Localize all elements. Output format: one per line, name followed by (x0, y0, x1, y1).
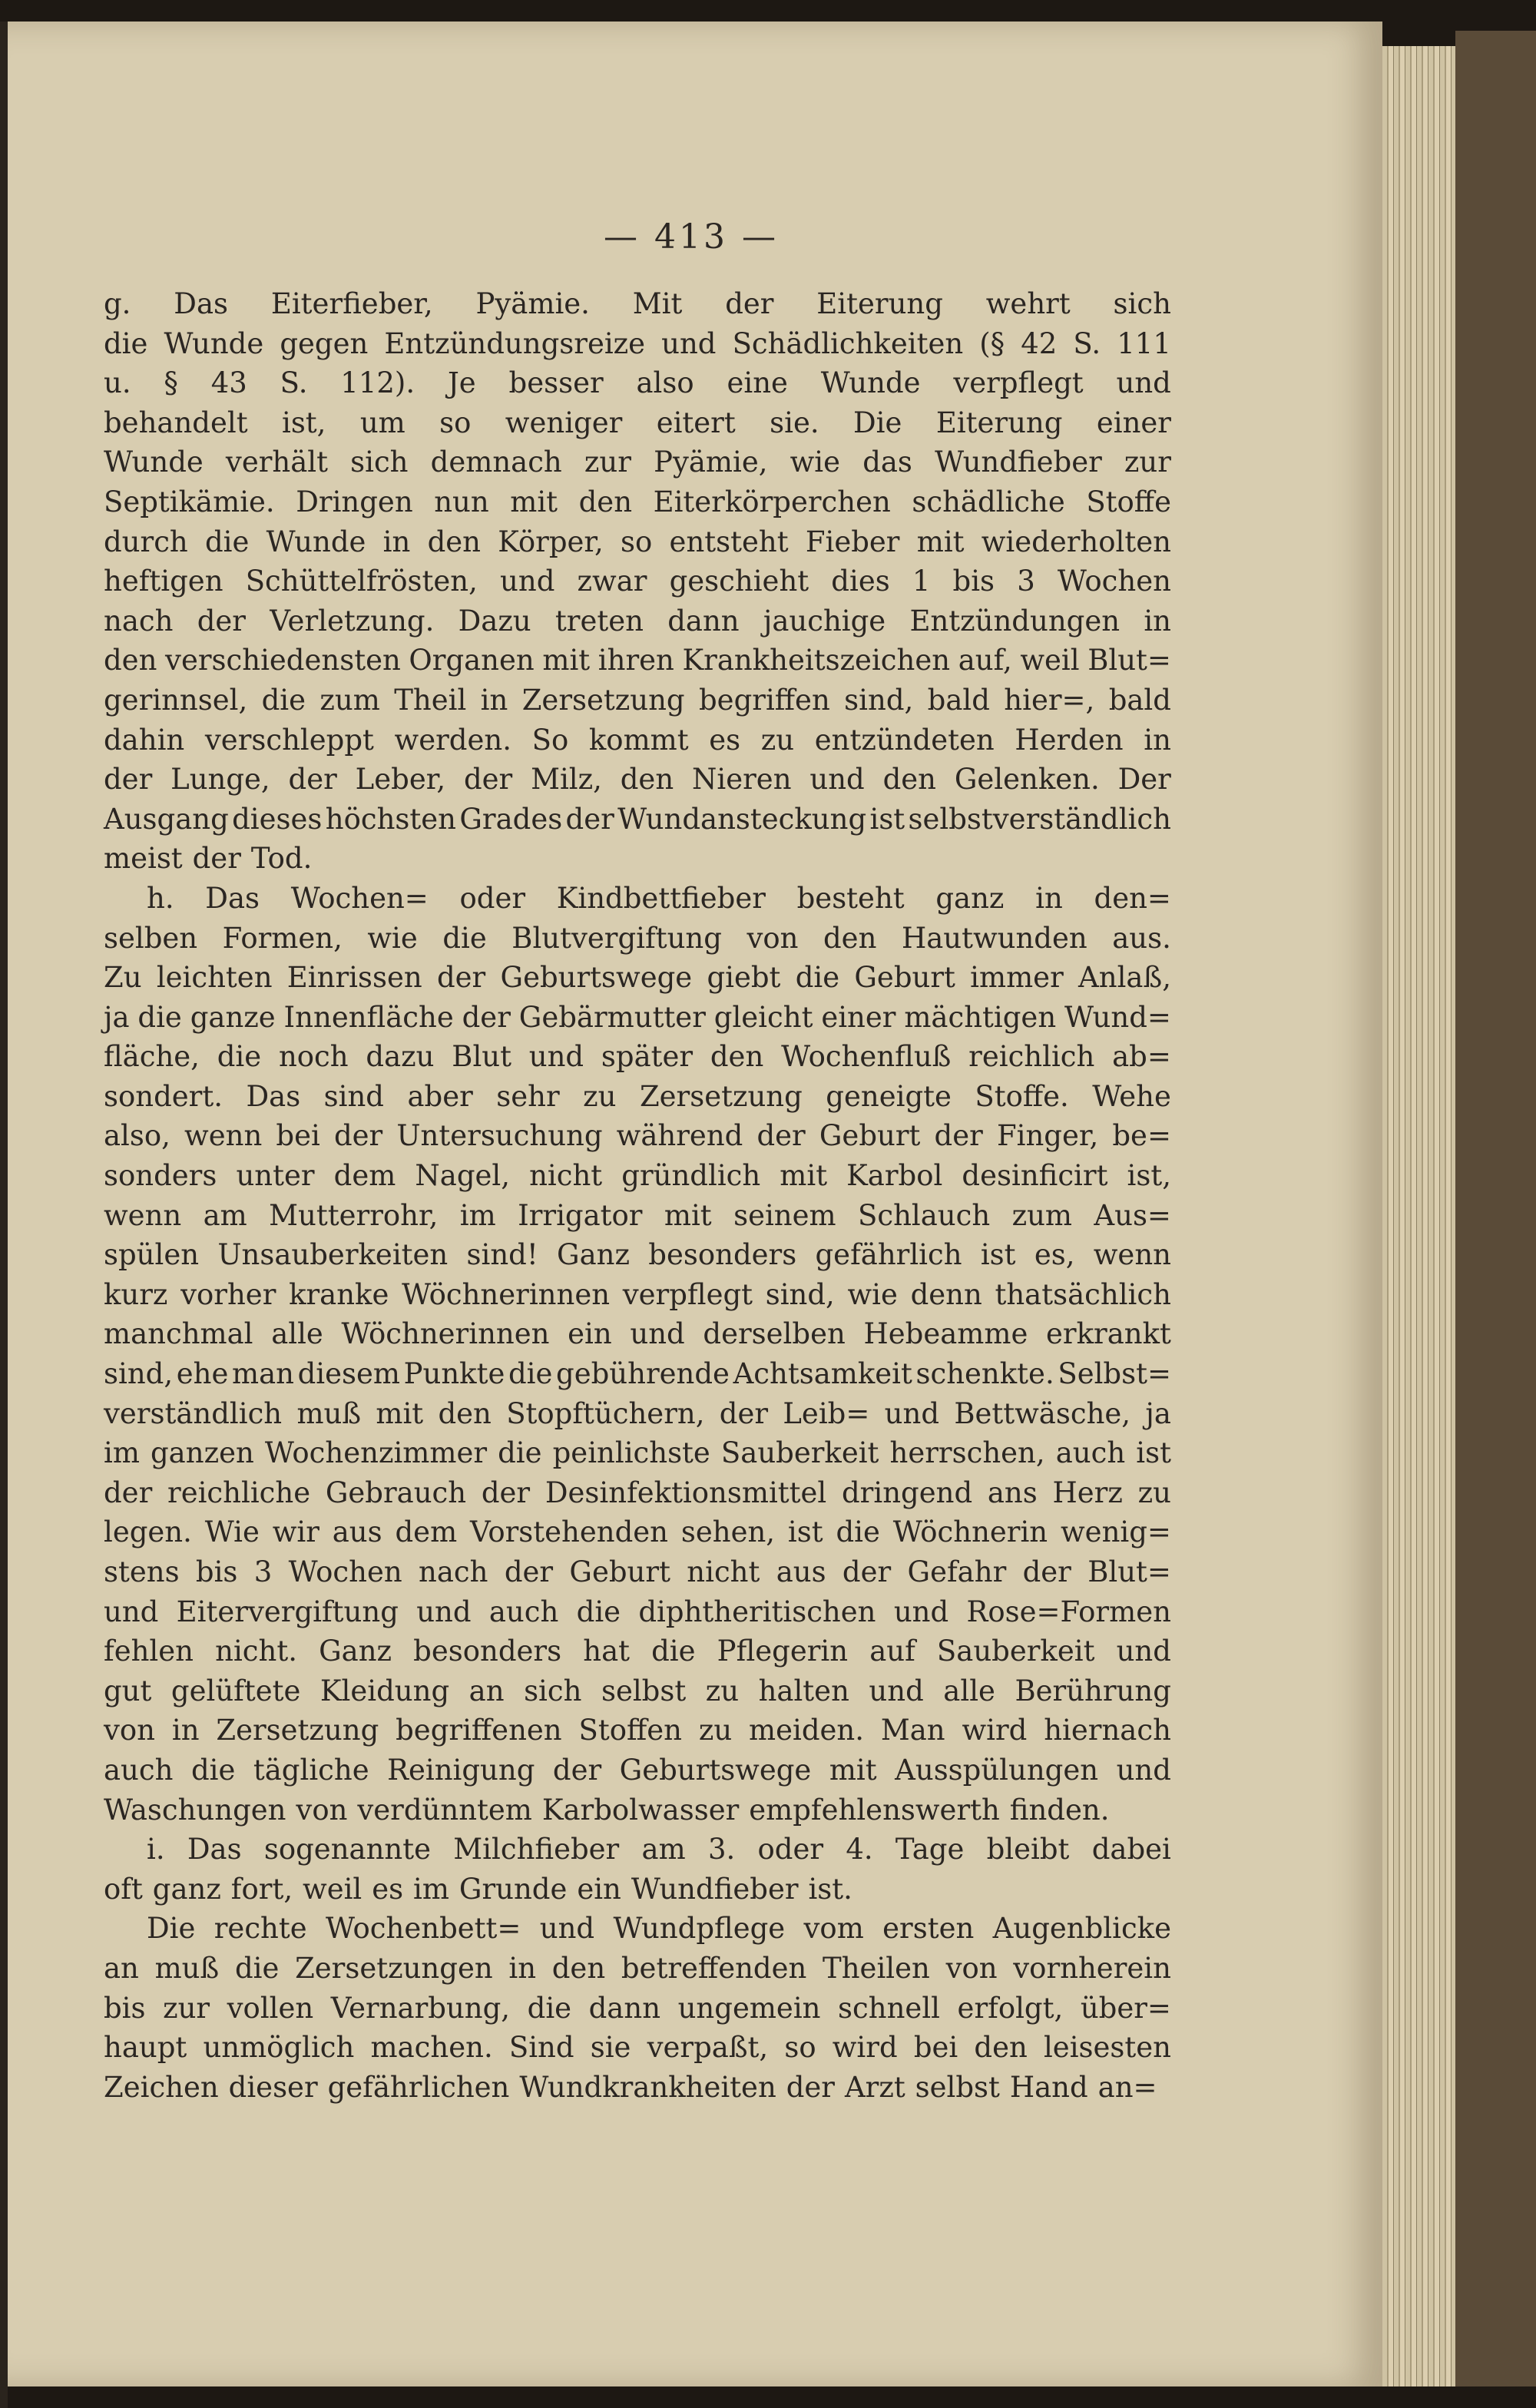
book-cover-edge (1455, 31, 1536, 2386)
text-line: auch die tägliche Reinigung der Geburtswege mit Ausspülungen und (104, 1753, 1171, 1787)
text-line: Septikämie. Dringen nun mit den Eiterkörperchen schädliche Stoffe (104, 485, 1171, 518)
text-line: von in Zersetzung begriffenen Stoffen zu meiden. Man wird hiernach (104, 1714, 1171, 1747)
text-line: Zeichen dieser gefährlichen Wundkrankheiten der Arzt selbst Hand an= (104, 2070, 1157, 2104)
text-line: behandelt ist, um so weniger eitert sie. Die Eiterung einer (104, 406, 1171, 439)
text-line: spülen Unsauberkeiten sind! Ganz besonders gefährlich ist es, wenn (104, 1238, 1171, 1272)
text-line: u. § 43 S. 112). Je besser also eine Wunde verpflegt und (104, 366, 1171, 400)
text-line: Waschungen von verdünntem Karbolwasser empfehlenswerth finden. (104, 1793, 1110, 1827)
text-line: der reichliche Gebrauch der Desinfektionsmittel dringend ans Herz zu (104, 1476, 1171, 1509)
text-line: selben Formen, wie die Blutvergiftung von den Hautwunden aus. (104, 921, 1171, 955)
text-line: manchmal alle Wöchnerinnen ein und derselben Hebeamme erkrankt (104, 1317, 1171, 1351)
text-line: die Wunde gegen Entzündungsreize und Schädlichkeiten (§ 42 S. 111 (104, 326, 1171, 360)
text-line: wenn am Mutterrohr, im Irrigator mit seinem Schlauch zum Aus= (104, 1198, 1171, 1232)
text-line: kurz vorher kranke Wöchnerinnen verpflegt sind, wie denn thatsächlich (104, 1277, 1171, 1311)
text-line: g. Das Eiterfieber, Pyämie. Mit der Eiterung wehrt sich (104, 287, 1171, 320)
text-line: oft ganz fort, weil es im Grunde ein Wundfieber ist. (104, 1872, 852, 1906)
text-line: bis zur vollen Vernarbung, die dann ungemein schnell erfolgt, über= (104, 1991, 1171, 2025)
text-line: Die rechte Wochenbett= und Wundpflege vom ersten Augenblicke (147, 1912, 1171, 1946)
text-line: gut gelüftete Kleidung an sich selbst zu halten und alle Berührung (104, 1674, 1171, 1707)
text-line: i. Das sogenannte Milchfieber am 3. oder 4. Tage bleibt dabei (147, 1833, 1171, 1866)
page-number: — 413 — (604, 217, 779, 257)
text-line: der Lunge, der Leber, der Milz, den Nieren und den Gelenken. Der (104, 763, 1171, 797)
text-line: den verschiedensten Organen mit ihren Krankheitszeichen auf, weil Blut= (104, 644, 1171, 677)
text-line: heftigen Schüttelfrösten, und zwar geschieht dies 1 bis 3 Wochen (104, 565, 1171, 598)
page-gutter-shadow (0, 22, 8, 2408)
text-line: legen. Wie wir aus dem Vorstehenden sehen, ist die Wöchnerin wenig= (104, 1515, 1171, 1549)
text-line: sonders unter dem Nagel, nicht gründlich mit Karbol desinficirt ist, (104, 1159, 1171, 1193)
text-line: Wunde verhält sich demnach zur Pyämie, wie das Wundfieber zur (104, 445, 1171, 479)
text-line: Ausgang dieses höchsten Grades der Wundansteckung ist selbstverständlich (104, 802, 1171, 836)
text-line: sind, ehe man diesem Punkte die gebührende Achtsamkeit schenkte. Selbst= (104, 1357, 1171, 1391)
text-line: dahin verschleppt werden. So kommt es zu entzündeten Herden in (104, 723, 1171, 757)
text-line: h. Das Wochen= oder Kindbettfieber besteht ganz in den= (147, 881, 1171, 915)
text-line: haupt unmöglich machen. Sind sie verpaßt, so wird bei den leisesten (104, 2031, 1171, 2065)
text-line: sondert. Das sind aber sehr zu Zersetzung geneigte Stoffe. Wehe (104, 1079, 1171, 1113)
text-line: meist der Tod. (104, 842, 313, 876)
text-line: nach der Verletzung. Dazu treten dann jauchige Entzündungen in (104, 604, 1171, 638)
text-line: fläche, die noch dazu Blut und später den Wochenfluß reichlich ab= (104, 1040, 1171, 1074)
book-page (0, 22, 1382, 2386)
text-line: durch die Wunde in den Körper, so entsteht Fieber mit wiederholten (104, 525, 1171, 558)
text-line: also, wenn bei der Untersuchung während der Geburt der Finger, be= (104, 1119, 1171, 1153)
page-body-text (104, 284, 1171, 2107)
text-line: und Eitervergiftung und auch die diphtheritischen und Rose=Formen (104, 1595, 1171, 1628)
text-line: stens bis 3 Wochen nach der Geburt nicht aus der Gefahr der Blut= (104, 1555, 1171, 1588)
text-line: im ganzen Wochenzimmer die peinlichste Sauberkeit herrschen, auch ist (104, 1436, 1171, 1470)
page-block-edges (1382, 46, 1455, 2386)
text-line: an muß die Zersetzungen in den betreffenden Theilen von vornherein (104, 1951, 1171, 1985)
text-line: fehlen nicht. Ganz besonders hat die Pflegerin auf Sauberkeit und (104, 1635, 1171, 1668)
text-line: verständlich muß mit den Stopftüchern, der Leib= und Bettwäsche, ja (104, 1396, 1171, 1430)
text-line: Zu leichten Einrissen der Geburtswege giebt die Geburt immer Anlaß, (104, 961, 1171, 995)
text-line: ja die ganze Innenfläche der Gebärmutter gleicht einer mächtigen Wund= (104, 1000, 1171, 1034)
text-line: gerinnsel, die zum Theil in Zersetzung begriffen sind, bald hier=, bald (104, 683, 1171, 717)
